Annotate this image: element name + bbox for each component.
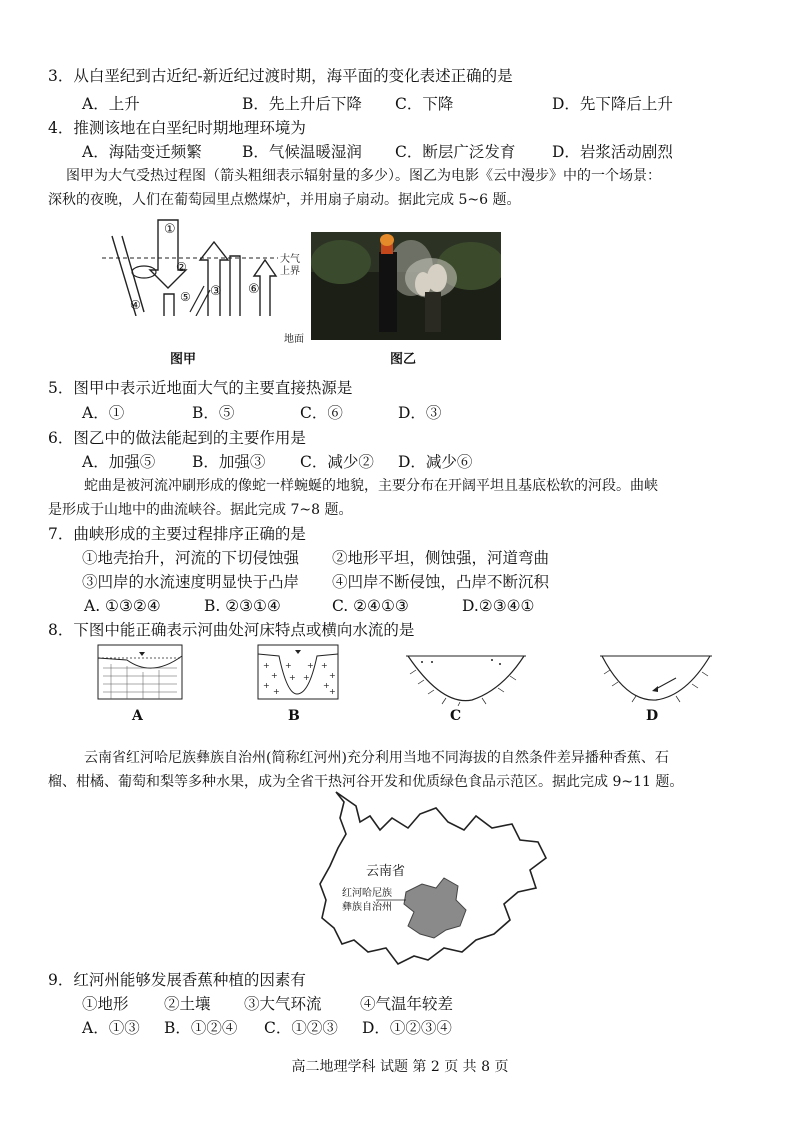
svg-text:+: + [263,681,270,690]
q5-option-c: C．⑥ [300,404,343,422]
q8-stem: 8．下图中能正确表示河曲处河床特点或横向水流的是 [48,621,415,639]
q3-option-d: D．先下降后上升 [552,95,673,113]
q9-stem: 9．红河州能够发展香蕉种植的因素有 [48,971,306,989]
q6-option-b: B．加强③ [192,453,266,471]
q7-option-d: D.②③④① [462,597,535,615]
intro-9-11-line2: 榴、柑橘、葡萄和梨等多种水果，成为全省干热河谷开发和优质绿色食品示范区。据此完成 9~11 题。 [48,774,684,790]
q5-stem: 5．图甲中表示近地面大气的主要直接热源是 [48,379,353,397]
q6-option-d: D．减少⑥ [398,453,473,471]
q7-item-2: ②地形平坦，侧蚀强，河道弯曲 [332,549,550,567]
fig8-label-c: C [450,708,462,724]
q6-option-a: A．加强⑤ [82,453,156,471]
q7-option-c: C. ②④①③ [332,597,409,615]
svg-text:+: + [329,671,336,680]
svg-text:+: + [307,661,314,670]
q9-option-a: A．①③ [82,1019,140,1037]
q3-option-a: A．上升 [82,95,140,113]
q3-option-b: B．先上升后下降 [242,95,362,113]
q5-option-d: D．③ [398,404,442,422]
q7-stem: 7．曲峡形成的主要过程排序正确的是 [48,525,306,543]
figure-riverbed-d [596,650,716,706]
caption-fig-jia: 图甲 [170,352,197,367]
intro-9-11-line1: 云南省红河哈尼族彝族自治州(简称红河州)充分利用当地不同海拔的自然条件差异播种香蕉、石 [84,750,669,766]
marker-1: ① [164,222,176,237]
q9-item-1: ①地形 [82,995,129,1013]
svg-text:+: + [329,687,336,696]
fig8-label-d: D [646,708,659,724]
svg-text:+: + [303,673,310,682]
map-label-yunnan: 云南省 [366,864,406,879]
q7-option-b: B. ②③①④ [204,597,281,615]
q9-option-c: C．①②③ [264,1019,338,1037]
q9-item-2: ②土壤 [164,995,211,1013]
map-label-honghe-2: 彝族自治州 [342,902,392,913]
intro-7-8-line1: 蛇曲是被河流冲刷形成的像蛇一样蜿蜒的地貌，主要分布在开阔平坦且基底松软的河段。曲峡 [84,478,658,494]
q9-option-d: D．①②③④ [362,1019,452,1037]
svg-text:+: + [263,661,270,670]
marker-6: ⑥ [248,282,260,297]
map-label-honghe-1: 红河哈尼族 [342,888,392,899]
q5-option-b: B．⑤ [192,404,235,422]
fig8-label-a: A [132,708,143,724]
svg-text:+: + [321,661,328,670]
q9-item-3: ③大气环流 [244,995,322,1013]
q7-item-1: ①地壳抬升，河流的下切侵蚀强 [82,549,300,567]
q4-option-d: D．岩浆活动剧烈 [552,143,673,161]
q4-stem: 4．推测该地在白垩纪时期地理环境为 [48,119,306,137]
marker-4: ④ [130,298,141,312]
figure-riverbed-a [97,644,183,700]
figure-riverbed-b [257,644,339,700]
label-atmosphere: 大气 [280,254,300,265]
fig8-label-b: B [288,708,300,724]
q3-option-c: C．下降 [395,95,454,113]
figure-movie-scene [311,232,501,340]
q4-option-c: C．断层广泛发育 [395,143,516,161]
q4-option-a: A．海陆变迁频繁 [82,143,202,161]
label-top-boundary: 上界 [280,266,300,277]
q3-stem: 3．从白垩纪到古近纪-新近纪过渡时期，海平面的变化表述正确的是 [48,67,513,85]
label-ground: 地面 [284,334,304,345]
intro-5-6-line1: 图甲为大气受热过程图（箭头粗细表示辐射量的多少）。图乙为电影《云中漫步》中的一个场景： [66,168,661,184]
map-yunnan [316,788,556,970]
svg-text:+: + [289,673,296,682]
svg-text:+: + [323,681,330,690]
q5-option-a: A．① [82,404,125,422]
marker-3: ③ [210,284,222,299]
marker-2: ② [176,260,187,274]
q9-option-b: B．①②④ [164,1019,238,1037]
q6-option-c: C．减少② [300,453,374,471]
svg-text:+: + [285,661,292,670]
q7-item-3: ③凹岸的水流速度明显快于凸岸 [82,573,300,591]
q7-item-4: ④凹岸不断侵蚀，凸岸不断沉积 [332,573,550,591]
q6-stem: 6．图乙中的做法能起到的主要作用是 [48,429,306,447]
caption-fig-yi: 图乙 [390,352,417,367]
svg-text:+: + [273,687,280,696]
q4-option-b: B．气候温暖湿润 [242,143,362,161]
q7-option-a: A. ①③②④ [84,597,161,615]
svg-text:+: + [271,671,278,680]
figure-riverbed-c [402,650,530,706]
intro-7-8-line2: 是形成于山地中的曲流峡谷。据此完成 7~8 题。 [48,502,353,518]
marker-5: ⑤ [180,290,191,304]
intro-5-6-line2: 深秋的夜晚，人们在葡萄园里点燃煤炉，并用扇子扇动。据此完成 5~6 题。 [48,192,521,208]
page-footer: 高二地理学科 试题 第 2 页 共 8 页 [291,1059,509,1075]
q9-item-4: ④气温年较差 [360,995,454,1013]
